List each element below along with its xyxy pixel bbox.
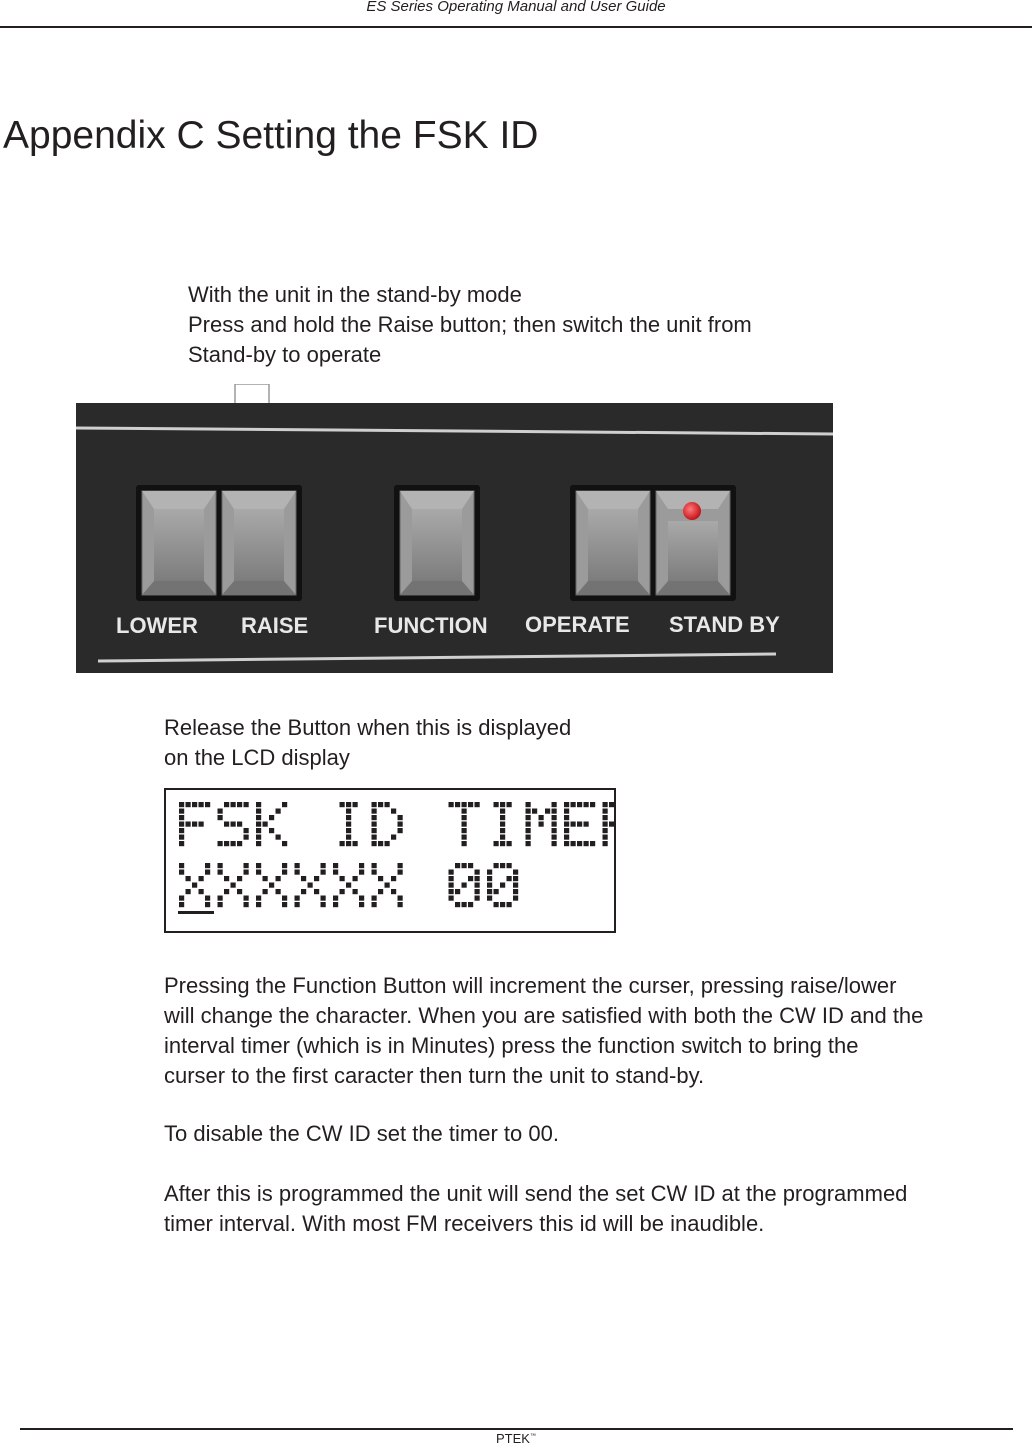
lcd-char — [372, 863, 403, 907]
lcd-char — [487, 863, 518, 907]
body-line: timer interval. With most FM receivers this id will be inaudible. — [164, 1211, 765, 1236]
body-line: curser to the first caracter then turn the unit to stand-by. — [164, 1063, 705, 1088]
body-line: Pressing the Function Button will increment the curser, pressing raise/lower — [164, 973, 897, 998]
lcd-display — [164, 788, 616, 933]
footer-rule — [20, 1428, 1013, 1430]
operate-standby-bezel — [570, 485, 736, 601]
instruction-line: Stand-by to operate — [188, 342, 382, 367]
release-line: Release the Button when this is displayed — [164, 715, 572, 740]
release-text — [164, 713, 571, 773]
lcd-char — [179, 802, 210, 846]
lower-button — [142, 491, 216, 595]
lcd-char — [494, 802, 512, 846]
lcd-char — [218, 863, 249, 907]
body-paragraph-1 — [164, 971, 923, 1091]
lcd-char — [179, 863, 210, 907]
lcd-char — [449, 863, 480, 907]
lcd-line-2 — [179, 863, 518, 907]
lcd-char — [340, 802, 358, 846]
lcd-cursor-icon — [178, 911, 214, 914]
instruction-line: Press and hold the Raise button; then switch the unit from — [188, 312, 752, 337]
lcd-char — [333, 863, 364, 907]
instructions-text — [188, 280, 752, 370]
function-button — [400, 491, 474, 595]
body-line: will change the character. When you are satisfied with both the CW ID and the — [164, 1003, 924, 1028]
standby-label: STAND BY — [669, 612, 780, 637]
function-bezel — [394, 485, 480, 601]
page-title: Appendix C Setting the FSK ID — [3, 114, 539, 157]
page-header — [0, 0, 1032, 28]
footer-brand: PTEK — [496, 1431, 530, 1446]
header-title: ES Series Operating Manual and User Guide — [366, 0, 666, 15]
lcd-char — [256, 802, 287, 846]
function-label: FUNCTION — [374, 613, 488, 638]
body-paragraph-2: To disable the CW ID set the timer to 00. — [164, 1121, 559, 1146]
body-line: After this is programmed the unit will send the set CW ID at the programmed — [164, 1181, 908, 1206]
standby-button — [656, 491, 730, 595]
lcd-char — [295, 863, 326, 907]
lcd-char — [526, 802, 557, 846]
release-line: on the LCD display — [164, 745, 350, 770]
lcd-char — [449, 802, 480, 846]
lcd-char — [218, 802, 249, 846]
footer — [0, 1431, 1032, 1446]
lcd-char — [256, 863, 287, 907]
raise-label: RAISE — [241, 613, 309, 638]
operate-label: OPERATE — [525, 612, 630, 637]
standby-led-icon — [683, 502, 701, 520]
body-paragraph-3 — [164, 1179, 907, 1239]
lower-label: LOWER — [116, 613, 198, 638]
lcd-line-1 — [179, 802, 614, 846]
raise-button — [222, 491, 296, 595]
lcd-char — [603, 802, 615, 846]
lcd-screen — [166, 790, 614, 931]
operate-button — [576, 491, 650, 595]
body-line: interval timer (which is in Minutes) press the function switch to bring the — [164, 1033, 859, 1058]
front-panel-photo — [76, 403, 833, 673]
lower-raise-bezel — [136, 485, 302, 601]
instruction-line: With the unit in the stand-by mode — [188, 282, 522, 307]
trademark-mark: ™ — [529, 1433, 536, 1440]
lcd-char — [564, 802, 595, 846]
lcd-char — [372, 802, 403, 846]
